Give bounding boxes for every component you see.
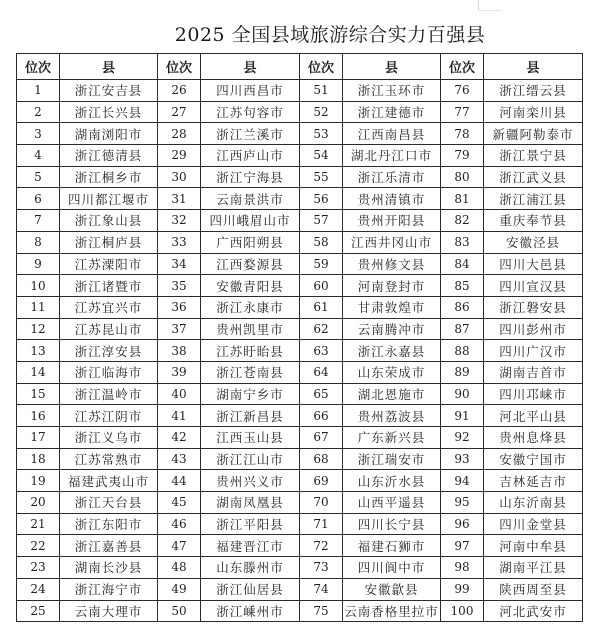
rank-cell: 68	[300, 448, 343, 470]
county-cell: 甘肃敦煌市	[343, 296, 441, 318]
county-cell: 浙江桐乡市	[60, 166, 158, 188]
rank-cell: 88	[441, 340, 484, 362]
rank-cell: 66	[300, 405, 343, 427]
county-cell: 贵州兴义市	[201, 470, 300, 492]
rank-cell: 76	[441, 80, 484, 102]
rank-cell: 72	[300, 535, 343, 557]
county-cell: 浙江玉环市	[343, 80, 441, 102]
county-cell: 安徽歙县	[343, 578, 441, 600]
table-row	[17, 188, 583, 210]
county-cell: 四川峨眉山市	[201, 210, 300, 232]
county-cell: 湖南吉首市	[484, 361, 583, 383]
rank-cell: 84	[441, 253, 484, 275]
county-cell: 浙江仙居县	[201, 578, 300, 600]
county-cell: 山西平遥县	[343, 492, 441, 514]
rank-cell: 97	[441, 535, 484, 557]
rank-cell: 27	[158, 101, 201, 123]
header-county: 县	[201, 54, 300, 80]
rank-cell: 85	[441, 275, 484, 297]
table-row	[17, 80, 583, 102]
rank-cell: 10	[17, 275, 60, 297]
rank-cell: 92	[441, 427, 484, 449]
rank-cell: 91	[441, 405, 484, 427]
county-cell: 四川大邑县	[484, 253, 583, 275]
table-row	[17, 492, 583, 514]
county-cell: 浙江建德市	[343, 101, 441, 123]
county-cell: 贵州开阳县	[343, 210, 441, 232]
county-cell: 浙江象山县	[60, 210, 158, 232]
county-cell: 安徽宁国市	[484, 448, 583, 470]
rank-cell: 60	[300, 275, 343, 297]
county-cell: 安徽泾县	[484, 231, 583, 253]
header-rank: 位次	[300, 54, 343, 80]
table-row	[17, 470, 583, 492]
county-cell: 湖南凤凰县	[201, 492, 300, 514]
rank-cell: 2	[17, 101, 60, 123]
header-county: 县	[484, 54, 583, 80]
rank-cell: 8	[17, 231, 60, 253]
county-cell: 河北平山县	[484, 405, 583, 427]
rank-cell: 48	[158, 557, 201, 579]
rank-cell: 19	[17, 470, 60, 492]
rank-cell: 22	[17, 535, 60, 557]
table-row	[17, 427, 583, 449]
table-row	[17, 145, 583, 167]
rank-cell: 63	[300, 340, 343, 362]
rank-cell: 28	[158, 123, 201, 145]
header-county: 县	[60, 54, 158, 80]
rank-cell: 87	[441, 318, 484, 340]
county-cell: 浙江临海市	[60, 361, 158, 383]
rank-cell: 20	[17, 492, 60, 514]
rank-cell: 75	[300, 600, 343, 622]
county-cell: 湖北恩施市	[343, 383, 441, 405]
county-cell: 贵州荔波县	[343, 405, 441, 427]
rank-cell: 18	[17, 448, 60, 470]
county-cell: 湖南宁乡市	[201, 383, 300, 405]
rank-cell: 90	[441, 383, 484, 405]
county-cell: 浙江永嘉县	[343, 340, 441, 362]
county-cell: 河南栾川县	[484, 101, 583, 123]
table-body	[17, 80, 583, 622]
ranking-table	[16, 53, 583, 622]
rank-cell: 9	[17, 253, 60, 275]
rank-cell: 89	[441, 361, 484, 383]
table-row	[17, 405, 583, 427]
rank-cell: 53	[300, 123, 343, 145]
rank-cell: 56	[300, 188, 343, 210]
table-row	[17, 361, 583, 383]
rank-cell: 57	[300, 210, 343, 232]
rank-cell: 94	[441, 470, 484, 492]
county-cell: 山东滕州市	[201, 557, 300, 579]
county-cell: 浙江淳安县	[60, 340, 158, 362]
county-cell: 江西玉山县	[201, 427, 300, 449]
rank-cell: 86	[441, 296, 484, 318]
county-cell: 山东荣成市	[343, 361, 441, 383]
rank-cell: 50	[158, 600, 201, 622]
county-cell: 云南大理市	[60, 600, 158, 622]
county-cell: 浙江江山市	[201, 448, 300, 470]
rank-cell: 23	[17, 557, 60, 579]
table-row	[17, 513, 583, 535]
county-cell: 四川西昌市	[201, 80, 300, 102]
county-cell: 四川阆中市	[343, 557, 441, 579]
header-rank: 位次	[158, 54, 201, 80]
rank-cell: 21	[17, 513, 60, 535]
county-cell: 广西阳朔县	[201, 231, 300, 253]
corner-decoration	[478, 0, 501, 11]
county-cell: 浙江桐庐县	[60, 231, 158, 253]
county-cell: 浙江兰溪市	[201, 123, 300, 145]
rank-cell: 95	[441, 492, 484, 514]
rank-cell: 93	[441, 448, 484, 470]
rank-cell: 35	[158, 275, 201, 297]
rank-cell: 3	[17, 123, 60, 145]
rank-cell: 98	[441, 557, 484, 579]
county-cell: 四川金堂县	[484, 513, 583, 535]
county-cell: 浙江德清县	[60, 145, 158, 167]
rank-cell: 74	[300, 578, 343, 600]
rank-cell: 100	[441, 600, 484, 622]
rank-cell: 37	[158, 318, 201, 340]
document-title: 2025 全国县域旅游综合实力百强县	[174, 24, 486, 46]
table-row	[17, 383, 583, 405]
county-cell: 浙江新昌县	[201, 405, 300, 427]
rank-cell: 65	[300, 383, 343, 405]
county-cell: 福建晋江市	[201, 535, 300, 557]
county-cell: 云南腾冲市	[343, 318, 441, 340]
county-cell: 四川长宁县	[343, 513, 441, 535]
rank-cell: 52	[300, 101, 343, 123]
county-cell: 河南中牟县	[484, 535, 583, 557]
county-cell: 陕西周至县	[484, 578, 583, 600]
rank-cell: 69	[300, 470, 343, 492]
county-cell: 贵州清镇市	[343, 188, 441, 210]
county-cell: 江苏溧阳市	[60, 253, 158, 275]
table-header-row	[17, 54, 583, 80]
county-cell: 新疆阿勒泰市	[484, 123, 583, 145]
rank-cell: 6	[17, 188, 60, 210]
rank-cell: 42	[158, 427, 201, 449]
rank-cell: 77	[441, 101, 484, 123]
rank-cell: 11	[17, 296, 60, 318]
rank-cell: 25	[17, 600, 60, 622]
rank-cell: 30	[158, 166, 201, 188]
county-cell: 浙江安吉县	[60, 80, 158, 102]
rank-cell: 38	[158, 340, 201, 362]
table-row	[17, 253, 583, 275]
rank-cell: 43	[158, 448, 201, 470]
county-cell: 四川邛崃市	[484, 383, 583, 405]
county-cell: 浙江平阳县	[201, 513, 300, 535]
table-row	[17, 296, 583, 318]
rank-cell: 49	[158, 578, 201, 600]
table-row	[17, 318, 583, 340]
rank-cell: 33	[158, 231, 201, 253]
table-row	[17, 448, 583, 470]
rank-cell: 15	[17, 383, 60, 405]
rank-cell: 82	[441, 210, 484, 232]
table-row	[17, 600, 583, 622]
rank-cell: 12	[17, 318, 60, 340]
rank-cell: 99	[441, 578, 484, 600]
rank-cell: 36	[158, 296, 201, 318]
county-cell: 广东新兴县	[343, 427, 441, 449]
header-rank: 位次	[441, 54, 484, 80]
county-cell: 浙江瑞安市	[343, 448, 441, 470]
county-cell: 福建武夷山市	[60, 470, 158, 492]
rank-cell: 55	[300, 166, 343, 188]
county-cell: 山东沂水县	[343, 470, 441, 492]
rank-cell: 64	[300, 361, 343, 383]
rank-cell: 78	[441, 123, 484, 145]
county-cell: 贵州息烽县	[484, 427, 583, 449]
county-cell: 湖南长沙县	[60, 557, 158, 579]
county-cell: 云南香格里拉市	[343, 600, 441, 622]
rank-cell: 1	[17, 80, 60, 102]
county-cell: 湖南浏阳市	[60, 123, 158, 145]
rank-cell: 81	[441, 188, 484, 210]
rank-cell: 24	[17, 578, 60, 600]
rank-cell: 17	[17, 427, 60, 449]
table-row	[17, 275, 583, 297]
rank-cell: 32	[158, 210, 201, 232]
header-rank: 位次	[17, 54, 60, 80]
county-cell: 吉林延吉市	[484, 470, 583, 492]
county-cell: 江西南昌县	[343, 123, 441, 145]
county-cell: 江西庐山市	[201, 145, 300, 167]
rank-cell: 26	[158, 80, 201, 102]
table-row	[17, 557, 583, 579]
county-cell: 江苏江阴市	[60, 405, 158, 427]
rank-cell: 14	[17, 361, 60, 383]
county-cell: 四川广汉市	[484, 340, 583, 362]
rank-cell: 34	[158, 253, 201, 275]
county-cell: 浙江嵊州市	[201, 600, 300, 622]
rank-cell: 5	[17, 166, 60, 188]
county-cell: 四川都江堰市	[60, 188, 158, 210]
table-row	[17, 578, 583, 600]
county-cell: 江苏句容市	[201, 101, 300, 123]
county-cell: 浙江义乌市	[60, 427, 158, 449]
county-cell: 湖南平江县	[484, 557, 583, 579]
county-cell: 江苏昆山市	[60, 318, 158, 340]
table-row	[17, 535, 583, 557]
county-cell: 浙江东阳市	[60, 513, 158, 535]
county-cell: 福建石狮市	[343, 535, 441, 557]
county-cell: 江苏宜兴市	[60, 296, 158, 318]
county-cell: 江西婺源县	[201, 253, 300, 275]
rank-cell: 7	[17, 210, 60, 232]
table-row	[17, 340, 583, 362]
rank-cell: 70	[300, 492, 343, 514]
county-cell: 浙江长兴县	[60, 101, 158, 123]
rank-cell: 47	[158, 535, 201, 557]
rank-cell: 39	[158, 361, 201, 383]
table-row	[17, 231, 583, 253]
rank-cell: 16	[17, 405, 60, 427]
county-cell: 湖北丹江口市	[343, 145, 441, 167]
county-cell: 重庆奉节县	[484, 210, 583, 232]
rank-cell: 51	[300, 80, 343, 102]
county-cell: 云南景洪市	[201, 188, 300, 210]
county-cell: 江苏常熟市	[60, 448, 158, 470]
county-cell: 江西井冈山市	[343, 231, 441, 253]
county-cell: 贵州凯里市	[201, 318, 300, 340]
rank-cell: 4	[17, 145, 60, 167]
rank-cell: 96	[441, 513, 484, 535]
county-cell: 浙江嘉善县	[60, 535, 158, 557]
county-cell: 浙江海宁市	[60, 578, 158, 600]
county-cell: 四川宣汉县	[484, 275, 583, 297]
rank-cell: 29	[158, 145, 201, 167]
county-cell: 浙江诸暨市	[60, 275, 158, 297]
county-cell: 浙江温岭市	[60, 383, 158, 405]
table-row	[17, 166, 583, 188]
county-cell: 浙江缙云县	[484, 80, 583, 102]
rank-cell: 13	[17, 340, 60, 362]
county-cell: 浙江宁海县	[201, 166, 300, 188]
rank-cell: 62	[300, 318, 343, 340]
county-cell: 浙江浦江县	[484, 188, 583, 210]
table-row	[17, 101, 583, 123]
rank-cell: 46	[158, 513, 201, 535]
county-cell: 浙江武义县	[484, 166, 583, 188]
county-cell: 河南登封市	[343, 275, 441, 297]
rank-cell: 58	[300, 231, 343, 253]
county-cell: 浙江永康市	[201, 296, 300, 318]
rank-cell: 73	[300, 557, 343, 579]
county-cell: 贵州修文县	[343, 253, 441, 275]
county-cell: 浙江景宁县	[484, 145, 583, 167]
rank-cell: 80	[441, 166, 484, 188]
table-row	[17, 210, 583, 232]
county-cell: 浙江天台县	[60, 492, 158, 514]
rank-cell: 67	[300, 427, 343, 449]
county-cell: 山东沂南县	[484, 492, 583, 514]
header-county: 县	[343, 54, 441, 80]
rank-cell: 45	[158, 492, 201, 514]
table-row	[17, 123, 583, 145]
county-cell: 浙江苍南县	[201, 361, 300, 383]
county-cell: 江苏盱眙县	[201, 340, 300, 362]
county-cell: 安徽青阳县	[201, 275, 300, 297]
rank-cell: 59	[300, 253, 343, 275]
county-cell: 河北武安市	[484, 600, 583, 622]
rank-cell: 41	[158, 405, 201, 427]
rank-cell: 44	[158, 470, 201, 492]
rank-cell: 40	[158, 383, 201, 405]
rank-cell: 79	[441, 145, 484, 167]
rank-cell: 31	[158, 188, 201, 210]
rank-cell: 71	[300, 513, 343, 535]
rank-cell: 61	[300, 296, 343, 318]
rank-cell: 54	[300, 145, 343, 167]
county-cell: 四川彭州市	[484, 318, 583, 340]
county-cell: 浙江乐清市	[343, 166, 441, 188]
county-cell: 浙江磐安县	[484, 296, 583, 318]
rank-cell: 83	[441, 231, 484, 253]
